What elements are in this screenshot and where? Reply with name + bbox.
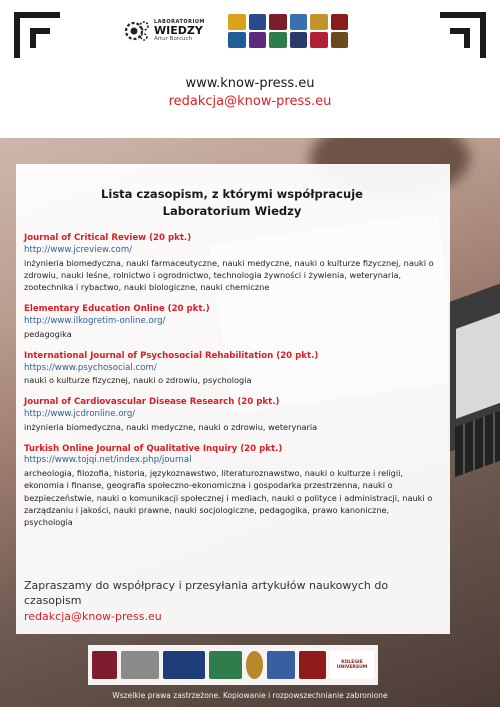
footer-partner-logo	[163, 651, 205, 679]
journal-name: Turkish Online Journal of Qualitative Inquiry (20 pkt.)	[24, 443, 283, 454]
card-title-line-2: Laboratorium Wiedzy	[162, 203, 302, 218]
partner-logo	[269, 14, 287, 30]
footer-partner-logo	[92, 651, 117, 679]
journal-url-link[interactable]: http://www.jcdronline.org/	[24, 408, 136, 419]
partner-logo	[249, 14, 267, 30]
kolegium-logo-text-1: KOLEGIE	[341, 659, 363, 665]
footer-partner-logo	[209, 651, 241, 679]
journal-item	[24, 444, 440, 529]
footer-partner-logos	[88, 645, 378, 685]
journal-disciplines: archeologia, filozofia, historia, językoznawstwo, literaturoznawstwo, nauki o kulturze i religii, ekonomia i finanse, geografia społeczno-ekonomiczna i gospodarka przestrzenna, nauki o bezpieczeństwie, nauki o komunikacji społecznej i mediach, nauki o polityce i administracji, nauki o zarządzaniu i jakości, nauki prawne, nauki socjologiczne, pedagogika, prawo kanoniczne, psychologia	[24, 468, 433, 528]
partner-logo	[331, 14, 349, 30]
kolegium-logo-text-2: UNIVERSUM	[336, 665, 368, 670]
corner-bracket-top-right	[440, 12, 486, 58]
journal-list-card	[16, 164, 450, 634]
journal-name: Journal of Critical Review (20 pkt.)	[24, 233, 192, 244]
journal-disciplines: inżynieria biomedyczna, nauki farmaceutyczne, nauki medyczne, nauki o kulturze fizycznej, nauki o zdrowiu, nauki leśne, rolnictwo i ogrodnictwo, technologia żywności i żywienia, weterynaria, zootechnika i rybactwo, nauki biologiczne, nauki chemiczne	[24, 257, 434, 293]
journal-url-link[interactable]: https://www.psychosocial.com/	[24, 362, 157, 373]
journal-url-link[interactable]: http://www.ilkogretim-online.org/	[24, 316, 166, 327]
header	[0, 0, 500, 140]
partner-logo	[228, 14, 246, 30]
partner-logo	[228, 32, 246, 48]
website-link[interactable]: www.know-press.eu	[185, 76, 315, 91]
journal-item	[24, 233, 440, 293]
journal-disciplines: nauki o kulturze fizycznej, nauki o zdrowiu, psychologia	[24, 375, 252, 386]
journal-name: Journal of Cardiovascular Disease Research (20 pkt.)	[24, 397, 280, 408]
footer-partner-logo	[299, 651, 326, 679]
partner-logos	[228, 14, 348, 48]
card-title-line-1: Lista czasopism, z którymi współpracuje	[101, 187, 363, 201]
kolegium-universum-logo	[330, 651, 374, 679]
partner-logo	[310, 32, 328, 48]
journal-item	[24, 397, 440, 432]
partner-logo	[290, 32, 308, 48]
journal-item	[24, 351, 440, 386]
footer-partner-logo	[267, 651, 296, 679]
invitation-email-link[interactable]: redakcja@know-press.eu	[24, 610, 162, 623]
journal-name: International Journal of Psychosocial Rehabilitation (20 pkt.)	[24, 350, 319, 361]
partner-logo	[249, 32, 267, 48]
card-title	[24, 186, 440, 219]
partner-logo	[331, 32, 349, 48]
journal-disciplines: inżynieria biomedyczna, nauki medyczne, nauki o zdrowiu, weterynaria	[24, 421, 318, 432]
footer-partner-logo	[121, 651, 159, 679]
footer-partner-logo	[246, 651, 263, 679]
corner-bracket-top-left	[14, 12, 60, 58]
gear-brain-icon	[124, 18, 150, 44]
journal-name: Elementary Education Online (20 pkt.)	[24, 304, 210, 315]
journal-item	[24, 304, 440, 339]
logo-main-text: WIEDZY	[154, 23, 203, 37]
logo-author: Artur Borcuch	[154, 35, 192, 42]
partner-logo	[310, 14, 328, 30]
journal-url-link[interactable]: https://www.tojqi.net/index.php/journal	[24, 455, 192, 466]
email-link[interactable]: redakcja@know-press.eu	[168, 94, 332, 109]
invitation-text: Zapraszamy do współpracy i przesyłania artykułów naukowych do czasopism	[24, 579, 389, 608]
logo-top-text: LABORATORIUM	[154, 18, 205, 25]
copyright-note: Wszelkie prawa zastrzeżone. Kopiowanie i rozpowszechnianie zabronione	[112, 691, 388, 700]
journal-disciplines: pedagogika	[24, 328, 72, 339]
partner-logo	[290, 14, 308, 30]
partner-logo	[269, 32, 287, 48]
journal-url-link[interactable]: http://www.jcreview.com/	[24, 244, 133, 255]
laboratorium-wiedzy-logo	[124, 14, 228, 48]
